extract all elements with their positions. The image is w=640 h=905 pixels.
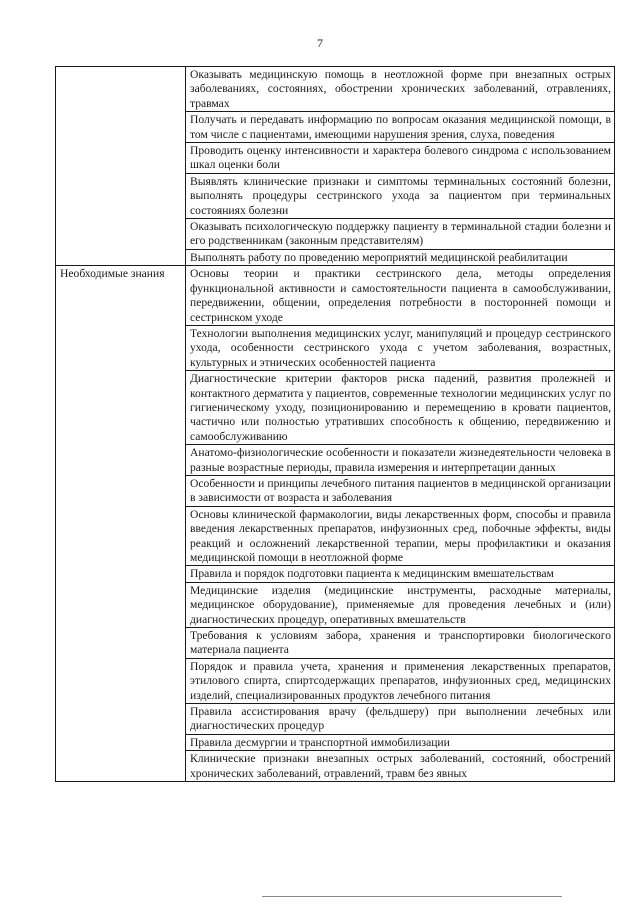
- footer-rule: [262, 896, 562, 897]
- requirement-cell: Особенности и принципы лечебного питания пациентов в медицинской организации в зависимости от возраста и заболевания: [186, 475, 615, 506]
- requirement-cell: Оказывать медицинскую помощь в неотложной форме при внезапных острых заболеваниях, состояниях, обострении хронических заболеваний, отравлениях, травмах: [186, 67, 615, 112]
- requirement-cell: Основы клинической фармакологии, виды лекарственных форм, способы и правила введения лекарственных препаратов, инфузионных сред, побочные эффекты, виды реакций и осложнений лекарственной терапии, меры профилактики и оказания медицинской помощи в неотложной форме: [186, 506, 615, 566]
- requirement-cell: Правила ассистирования врачу (фельдшеру) при выполнении лечебных или диагностических процедур: [186, 704, 615, 735]
- requirement-cell: Основы теории и практики сестринского дела, методы определения функциональной активности и самостоятельности пациента в самообслуживании, передвижении, общении, определения потребности в посторонней помощи и сестринском уходе: [186, 266, 615, 326]
- section-label-skills: [56, 67, 186, 266]
- requirement-cell: Выявлять клинические признаки и симптомы терминальных состояний болезни, выполнять процедуры сестринского ухода за пациентом при терминальных состояниях болезни: [186, 173, 615, 218]
- requirement-cell: Клинические признаки внезапных острых заболеваний, состояний, обострений хронических заболеваний, отравлений, травм без явных: [186, 751, 615, 782]
- requirement-cell: Порядок и правила учета, хранения и применения лекарственных препаратов, этилового спирта, спиртсодержащих препаратов, инфузионных сред, медицинских изделий, специализированных продуктов лечебного питания: [186, 658, 615, 703]
- requirement-cell: Технологии выполнения медицинских услуг, манипуляций и процедур сестринского ухода, особенности сестринского ухода с учетом заболевания, возрастных, культурных и этнических особенностей пациента: [186, 325, 615, 370]
- table-body: [56, 67, 615, 782]
- requirement-cell: Анатомо-физиологические особенности и показатели жизнедеятельности человека в разные возрастные периоды, правила измерения и интерпретации данных: [186, 445, 615, 476]
- requirement-cell: Диагностические критерии факторов риска падений, развития пролежней и контактного дерматита у пациентов, современные технологии медицинских услуг по гигиеническому уходу, позиционированию и перемещению в кровати пациентов, частично или полностью утративших способность к общению, передвижению и самообслуживанию: [186, 371, 615, 445]
- requirement-cell: Оказывать психологическую поддержку пациенту в терминальной стадии болезни и его родственникам (законным представителям): [186, 219, 615, 250]
- requirement-cell: Медицинские изделия (медицинские инструменты, расходные материалы, медицинское оборудование), применяемые для проведения лечебных и (или) диагностических процедур, оперативных вмешательств: [186, 582, 615, 627]
- requirement-cell: Правила и порядок подготовки пациента к медицинским вмешательствам: [186, 566, 615, 582]
- requirement-cell: Проводить оценку интенсивности и характера болевого синдрома с использованием шкал оценки боли: [186, 143, 615, 174]
- competency-table: [55, 66, 615, 782]
- page-number: 7: [317, 36, 323, 50]
- requirement-cell: Правила десмургии и транспортной иммобилизации: [186, 734, 615, 750]
- requirement-cell: Выполнять работу по проведению мероприятий медицинской реабилитации: [186, 249, 615, 265]
- table-row: [56, 67, 615, 112]
- table-row: [56, 266, 615, 326]
- requirement-cell: Получать и передавать информацию по вопросам оказания медицинской помощи, в том числе с пациентами, имеющими нарушения зрения, слуха, поведения: [186, 112, 615, 143]
- requirement-cell: Требования к условиям забора, хранения и транспортировки биологического материала пациента: [186, 628, 615, 659]
- section-label-knowledge: Необходимые знания: [56, 266, 186, 782]
